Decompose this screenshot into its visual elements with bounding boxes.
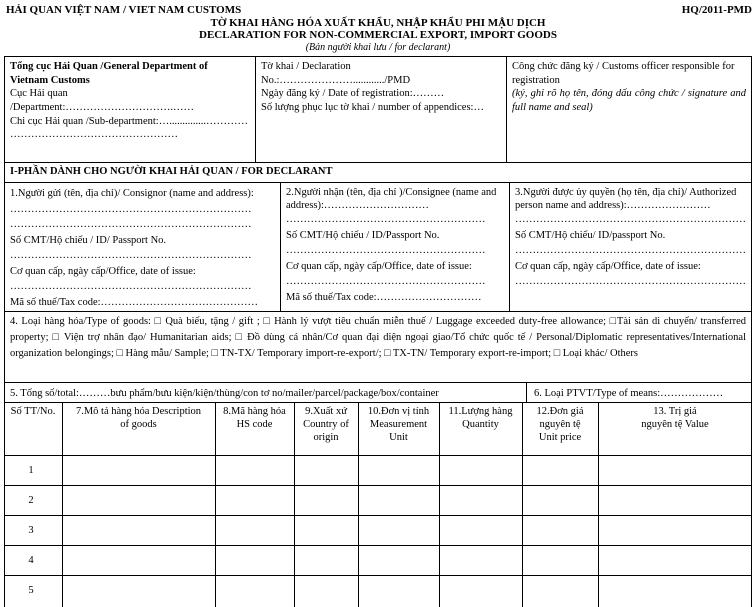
declaration-no-field[interactable]: Tờ khai / Declaration No.:…………………............/PMD [261, 61, 411, 86]
consignor-office-label: Cơ quan cấp, ngày cấp/Office, date of issue: [10, 265, 196, 277]
title-en: DECLARATION FOR NON-COMMERCIAL EXPORT, IMPORT GOODS [199, 29, 557, 41]
consignee-dots-1[interactable]: ………………………………………………… [286, 214, 486, 225]
consignee-passport-label: Số CMT/Hộ chiếu / ID/Passport No. [286, 229, 440, 241]
goods-type-text[interactable]: 4. Loại hàng hóa/Type of goods: □ Quà biếu, tặng / gift ; □ Hành lý vượt tiêu chuẩn miễn thuế / Luggage exceeded duty-free allowance; □Tài sản di chuyển/ transferred property; □ Viện trợ nhân đạo/ Humanitarian aids; □ Đồ dùng cá nhân/Cơ quan đại diện ngoại giao/Tổ chức quốc tế / Personal/Diplomatic representatives/International organization belongings; □ Hàng mẫu/ Sample; □ TN-TX/ Temporary import-re-export/; □ TX-TN/ Temporary export-re-import; □ Loại khác/ Others [10, 316, 746, 359]
table-row[interactable] [0, 464, 62, 478]
declaration-block [257, 60, 505, 115]
consignor-passport-dots[interactable]: …………………………………………………………… [10, 250, 252, 261]
sub-department-field[interactable]: Chi cục Hải quan /Sub-department:…..............………… [10, 115, 248, 127]
authorized-block [511, 186, 751, 290]
header-no: Số TT/No. [10, 406, 56, 417]
authorized-passport-label: Số CMT/Hộ chiếu/ ID/passport No. [515, 229, 666, 241]
officer-block [508, 60, 750, 115]
consignee-block [282, 186, 508, 305]
row-number: 2 [28, 495, 34, 506]
consignee-office-dots[interactable]: ………………………………………………… [286, 276, 486, 287]
form-subtitle: (Bản người khai lưu / for declarant) [305, 42, 451, 53]
general-dept: Tổng cục Hải Quan /General Department of Vietnam Customs [10, 61, 208, 86]
appendices-field[interactable]: Số lượng phục lục tờ khai / number of appendices:… [261, 101, 484, 113]
authorized-dots-1[interactable]: ………………………………………………………… [515, 214, 746, 225]
consignor-block [6, 186, 278, 310]
row-number: 1 [28, 465, 34, 476]
row-number: 3 [28, 525, 34, 536]
consignor-label: 1.Người gửi (tên, địa chỉ)/ Consignor (name and address): [10, 188, 254, 199]
consignee-passport-dots[interactable]: ………………………………………………… [286, 245, 486, 256]
form-code: HQ/2011-PMD [681, 4, 752, 16]
consignor-tax-field[interactable]: Mã số thuế/Tax code:……………………………………… [10, 296, 259, 308]
consignor-dots-1[interactable]: …………………………………………………………… [10, 203, 252, 215]
transport-field[interactable]: 6. Loại PTVT/Type of means:……………… [534, 388, 724, 399]
section1-title: I-PHẦN DÀNH CHO NGƯỜI KHAI HẢI QUAN / FOR DECLARANT [10, 166, 333, 177]
officer-label: Công chức đăng ký / Customs officer responsible for registration [512, 61, 735, 86]
authorized-label: 3.Người được ủy quyền (họ tên, địa chỉ)/ Authorized person name and address):…………………… [515, 187, 737, 211]
registration-date-field[interactable]: Ngày đăng ký / Date of registration:……… [261, 88, 445, 100]
header-unit-price: 12.Đơn giá nguyên tệ Unit price [536, 406, 584, 443]
title-vi: TỜ KHAI HÀNG HÓA XUẤT KHẨU, NHẬP KHẨU PHI MẬU DỊCH [210, 17, 546, 29]
officer-note: (ký, ghi rõ họ tên, đóng dấu công chức / signature and full name and seal) [512, 88, 746, 113]
consignee-tax-field[interactable]: Mã số thuế/Tax code:………………………… [286, 291, 482, 303]
department-field[interactable]: Cục Hải quan /Department:………………………….…… [10, 88, 195, 113]
consignor-passport-label: Số CMT/Hộ chiếu / ID/ Passport No. [10, 234, 167, 246]
consignee-label: 2.Người nhận (tên, địa chỉ )/Consignee (name and address):………………………… [286, 187, 497, 211]
table-row[interactable] [0, 524, 62, 538]
consignor-office-dots[interactable]: …………………………………………………………… [10, 281, 252, 292]
table-row[interactable] [0, 554, 62, 568]
table-row[interactable] [0, 584, 62, 598]
authorized-office-dots[interactable]: ………………………………………………………… [515, 276, 746, 287]
table-row[interactable] [0, 494, 62, 508]
agency-name: HẢI QUAN VIỆT NAM / VIET NAM CUSTOMS [6, 4, 242, 16]
row-number: 5 [28, 585, 34, 596]
header-origin: 9.Xuất xứ Country of origin [303, 406, 349, 443]
consignee-office-label: Cơ quan cấp, ngày cấp/Office, date of issue: [286, 260, 472, 272]
total-field[interactable]: 5. Tổng số/total:………bưu phẩm/bưu kiện/kiện/thùng/con tơ no/mailer/parcel/package/box/container [10, 388, 439, 399]
header-value: 13. Trị giá nguyên tệ Value [641, 406, 709, 430]
customs-office-block [6, 60, 252, 142]
header-hs-code: 8.Mã hàng hóa HS code [223, 406, 286, 430]
header-unit: 10.Đơn vị tính Measurement Unit [367, 406, 430, 443]
row-number: 4 [28, 555, 34, 566]
header-description: 7.Mô tả hàng hóa Description of goods [75, 406, 202, 430]
consignor-dots-2[interactable]: …………………………………………………………… [10, 219, 252, 230]
authorized-office-label: Cơ quan cấp, ngày cấp/Office, date of issue: [515, 260, 701, 272]
sub-department-dots: ………………………………………… [10, 129, 178, 141]
header-quantity: 11.Lượng hàng Quantity [448, 406, 513, 430]
authorized-passport-dots[interactable]: ………………………………………………………… [515, 245, 746, 256]
